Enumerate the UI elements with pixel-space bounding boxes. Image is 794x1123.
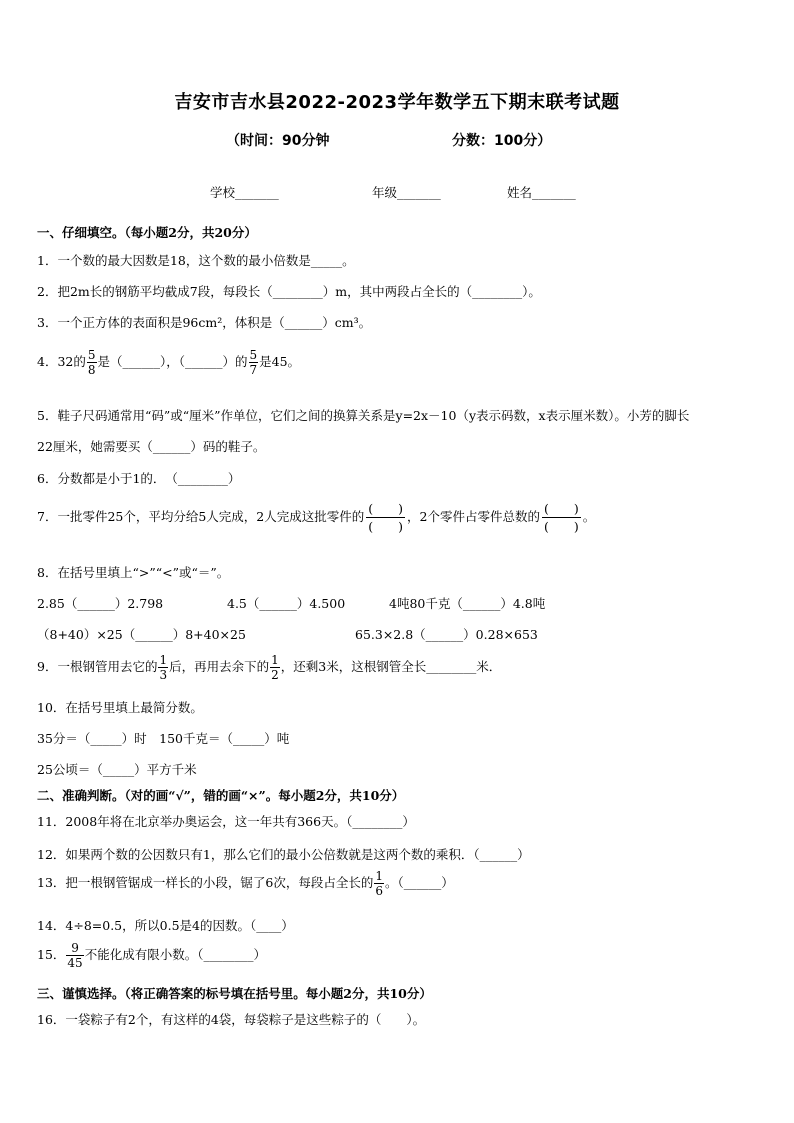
question-7-text-c: 。 <box>582 509 596 524</box>
question-9-text-a: 9．一根钢管用去它的 <box>37 659 158 674</box>
compare-item-a: 2.85（______）2.798 <box>37 596 164 611</box>
exam-score: 分数：100分） <box>452 133 552 149</box>
question-15-text-a: 15． <box>37 947 66 962</box>
question-3: 3．一个正方体的表面积是96cm²，体积是（______）cm³。 <box>37 315 372 330</box>
question-9 <box>37 653 501 682</box>
school-field: 学校_______ <box>210 185 279 200</box>
name-field: 姓名_______ <box>507 185 576 200</box>
question-10-a: 35分＝（_____）时 150千克＝（_____）吨 <box>37 731 290 746</box>
compare-item-b: 4.5（______）4.500 <box>227 596 346 611</box>
fraction-5-7: $\frac{5}{7}$ <box>249 348 258 377</box>
question-4-text-c: 是45。 <box>259 354 301 369</box>
question-9-text-b: 后，再用去余下的 <box>169 659 270 674</box>
question-1: 1．一个数的最大因数是18，这个数的最小倍数是_____。 <box>37 253 355 268</box>
fraction-9-45: $\frac{9}{45}$ <box>67 941 83 970</box>
question-8: 8．在括号里填上“>”“<”或“＝”。 <box>37 565 230 580</box>
question-5-line-1: 5．鞋子尺码通常用“码”或“厘米”作单位，它们之间的换算关系是y=2x－10（y表示码数，x表示厘米数）。小芳的脚长 <box>37 408 690 423</box>
question-13 <box>37 869 454 898</box>
section-1-heading: 一、仔细填空。（每小题2分，共20分） <box>37 225 257 240</box>
question-10: 10．在括号里填上最简分数。 <box>37 700 203 715</box>
grade-field: 年级_______ <box>372 185 441 200</box>
question-12: 12．如果两个数的公因数只有1，那么它们的最小公倍数就是这两个数的乘积．（______） <box>37 847 530 862</box>
question-15 <box>37 941 266 970</box>
question-16: 16．一袋粽子有2个，有这样的4袋，每袋粽子是这些粽子的（ ）。 <box>37 1012 426 1027</box>
blank-fraction-2: $\frac{( )}{( )}$ <box>544 501 579 534</box>
question-14: 14．4÷8=0.5，所以0.5是4的因数。（____） <box>37 918 294 933</box>
question-4 <box>37 348 300 377</box>
question-13-text-b: 。（______） <box>385 875 454 890</box>
fraction-5-8: $\frac{5}{8}$ <box>87 348 96 377</box>
question-13-text-a: 13．把一根钢管锯成一样长的小段，锯了6次，每段占全长的 <box>37 875 374 890</box>
question-2: 2．把2m长的钢筋平均截成7段，每段长（________）m，其中两段占全长的（________）。 <box>37 284 541 299</box>
question-9-text-c: ，还剩3米，这根钢管全长________米． <box>280 659 502 674</box>
compare-item-c: 4吨80千克（______）4.8吨 <box>389 596 546 611</box>
question-5-line-2: 22厘米，她需要买（______）码的鞋子。 <box>37 439 266 454</box>
question-4-text-b: 是（______），（______）的 <box>97 354 248 369</box>
question-7-text-a: 7．一批零件25个，平均分给5人完成，2人完成这批零件的 <box>37 509 365 524</box>
page-title: 吉安市吉水县2022-2023学年数学五下期末联考试题 <box>174 92 620 113</box>
question-7-text-b: ，2个零件占零件总数的 <box>407 509 540 524</box>
question-6: 6．分数都是小于1的． （________） <box>37 471 241 486</box>
compare-item-d: （8+40）×25（______）8+40×25 <box>37 627 246 642</box>
question-15-text-b: 不能化成有限小数。（________） <box>84 947 266 962</box>
fraction-1-6: $\frac{1}{6}$ <box>375 869 384 898</box>
blank-fraction-1: $\frac{( )}{( )}$ <box>368 501 404 534</box>
question-10-b: 25公顷＝（_____）平方千米 <box>37 762 197 777</box>
fraction-1-3: $\frac{1}{3}$ <box>159 653 168 682</box>
section-2-heading: 二、准确判断。（对的画“√”，错的画“×”。每小题2分，共10分） <box>37 788 405 803</box>
question-7 <box>37 500 595 535</box>
question-11: 11．2008年将在北京举办奥运会，这一年共有366天。（________） <box>37 814 415 829</box>
question-4-text-a: 4．32的 <box>37 354 86 369</box>
fraction-1-2: $\frac{1}{2}$ <box>271 653 279 682</box>
exam-time: （时间：90分钟 <box>226 133 330 149</box>
section-3-heading: 三、谨慎选择。（将正确答案的标号填在括号里。每小题2分，共10分） <box>37 986 432 1001</box>
compare-item-e: 65.3×2.8（______）0.28×653 <box>355 627 538 642</box>
